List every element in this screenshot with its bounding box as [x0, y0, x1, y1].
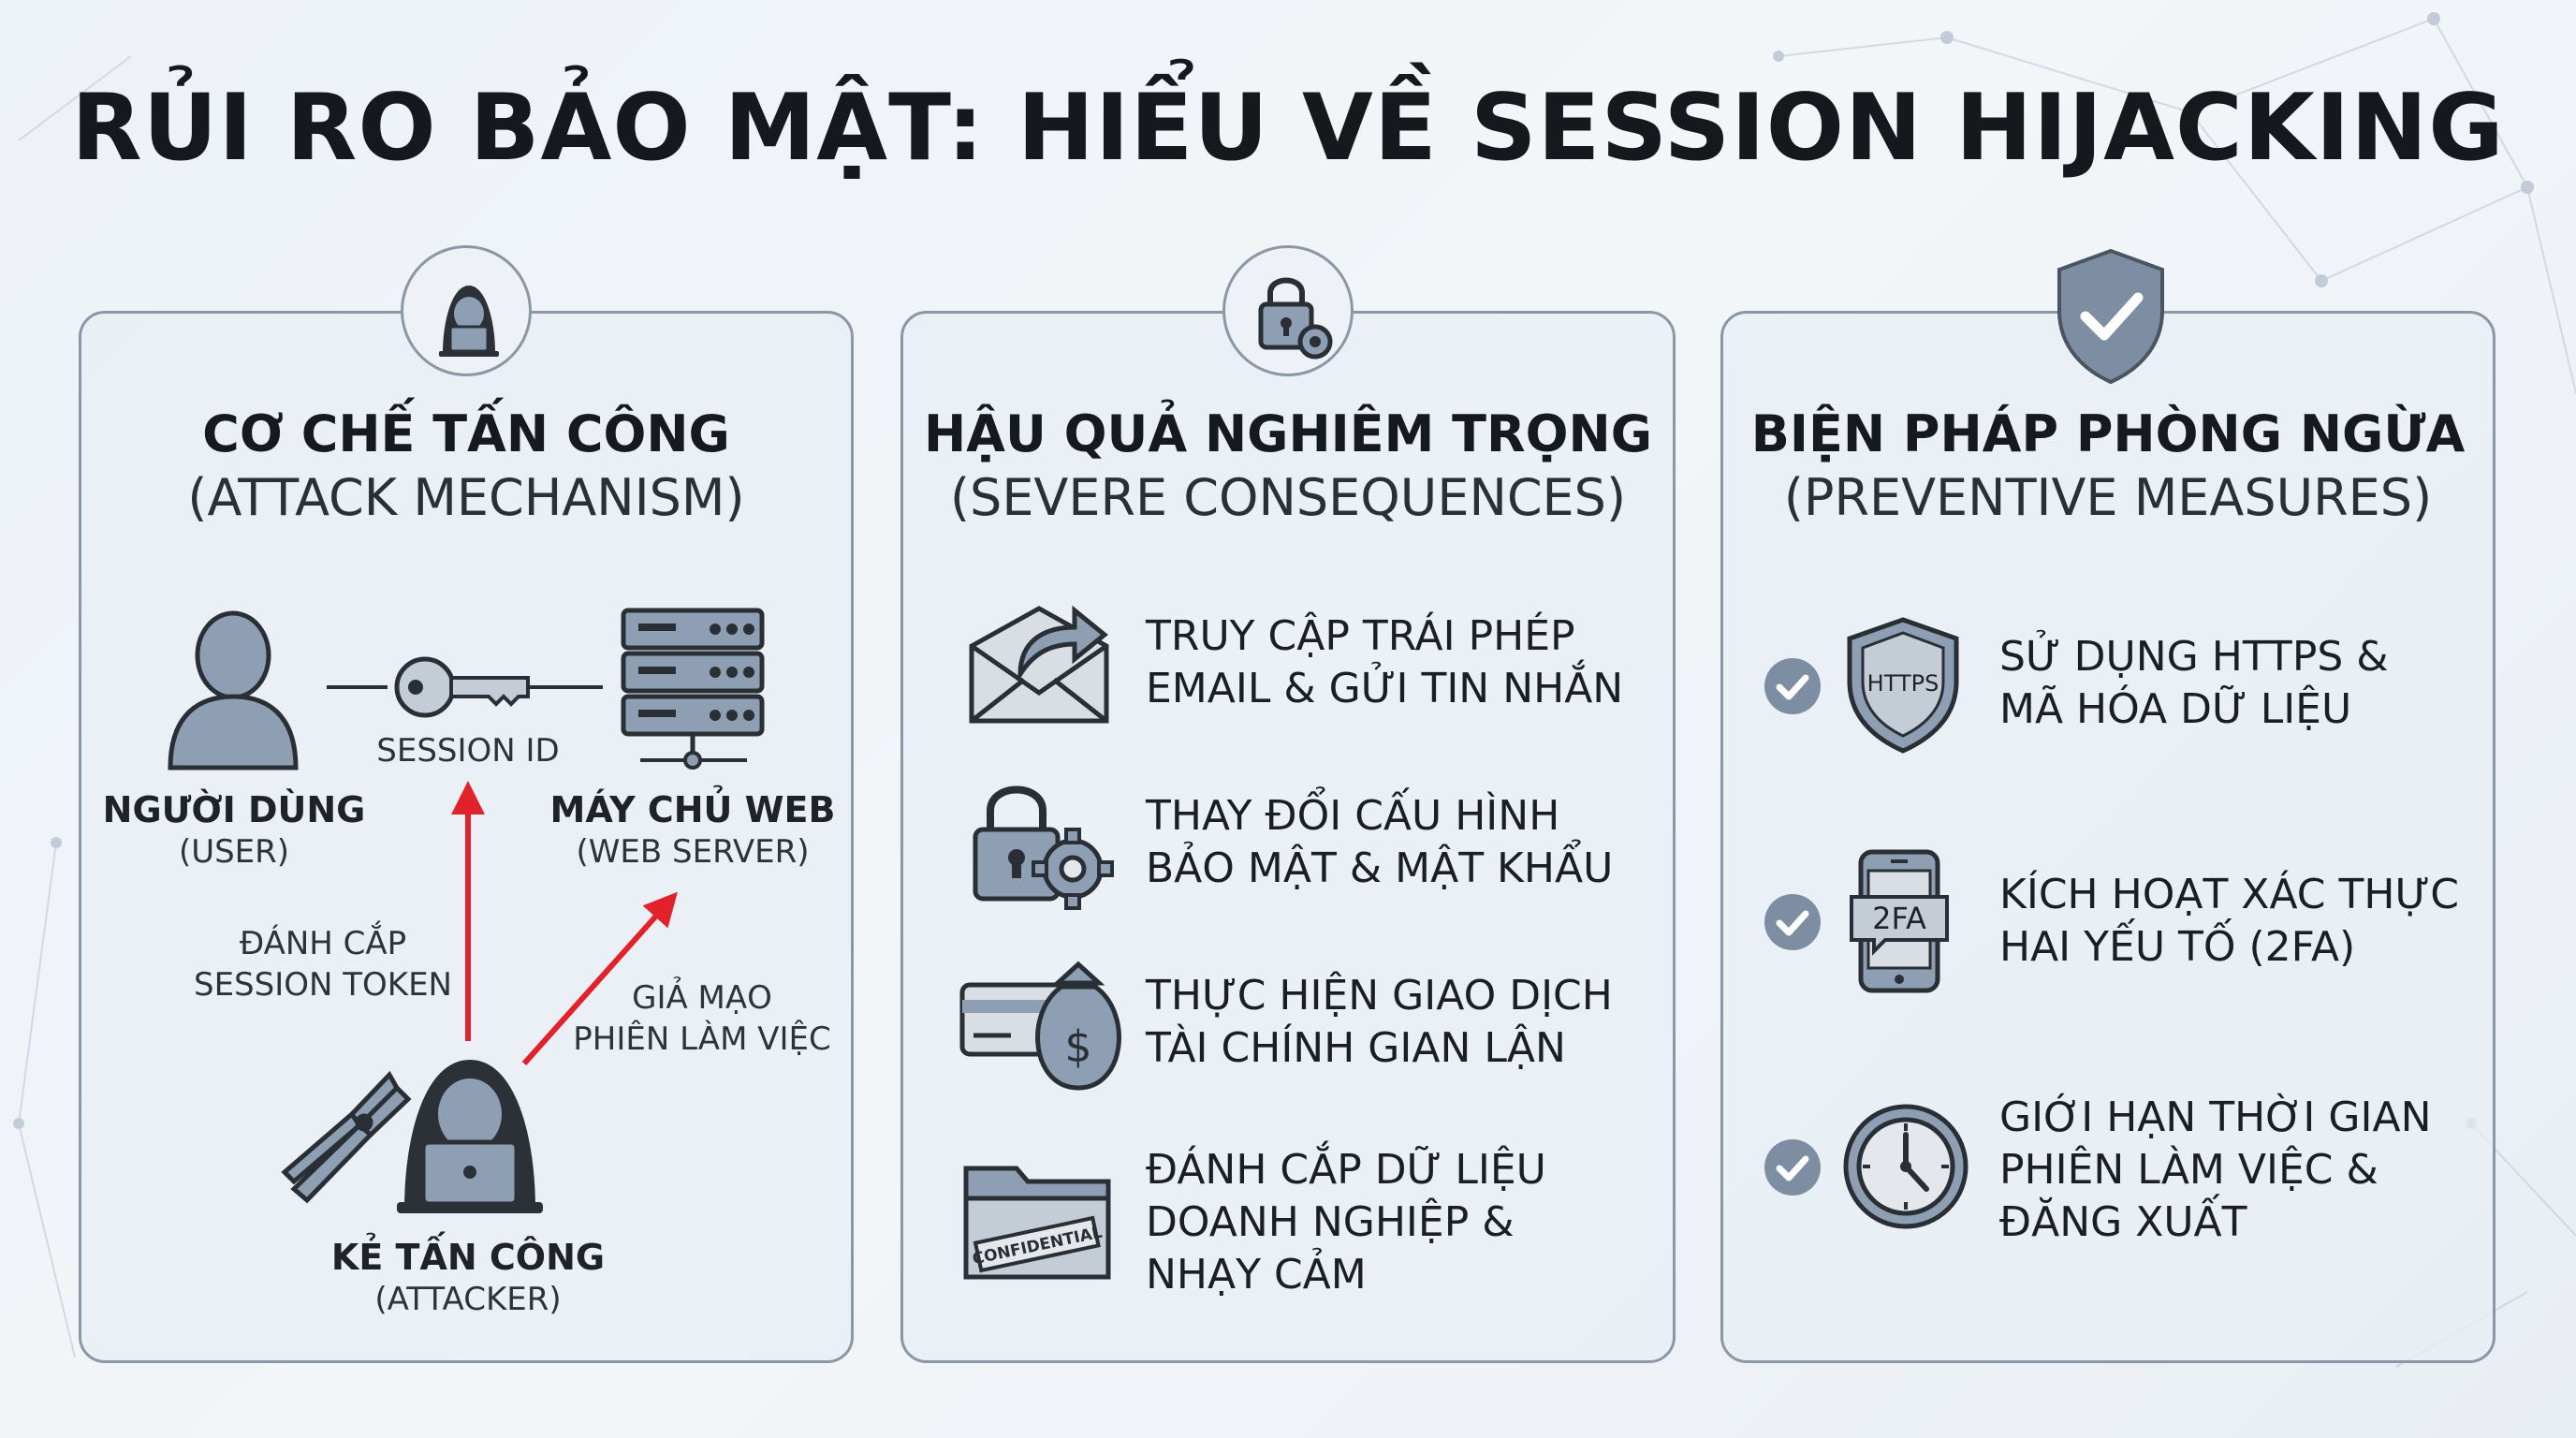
- item-line: ĐÁNH CẮP DỮ LIỆU: [1146, 1146, 1546, 1194]
- item-line: THAY ĐỔI CẤU HÌNH: [1146, 792, 1560, 840]
- item-line: THỰC HIỆN GIAO DỊCH: [1146, 972, 1613, 1020]
- confidential-stamp: CONFIDENTIAL: [971, 1223, 1105, 1269]
- item-line: HAI YẾU TỐ (2FA): [1999, 923, 2356, 971]
- item-line: ĐĂNG XUẤT: [1999, 1198, 2247, 1246]
- consequence-item-3: [1146, 970, 1613, 1075]
- lock-gear-icon: [959, 773, 1118, 914]
- https-shield-icon: [1842, 614, 1964, 755]
- panel-title-vn: BIỆN PHÁP PHÒNG NGỪA: [1750, 404, 2466, 463]
- consequence-item-1: [1146, 610, 1623, 715]
- consequence-item-4: [1146, 1144, 1546, 1301]
- panel-title-en: (SEVERE CONSEQUENCES): [949, 468, 1627, 527]
- lock-badge: [1222, 245, 1354, 376]
- svg-text:$: $: [1064, 1021, 1092, 1072]
- panel-title-vn: CƠ CHẾ TẤN CÔNG: [202, 404, 730, 463]
- 2fa-badge-text: 2FA: [1872, 901, 1926, 936]
- check-circle-icon: [1764, 893, 1822, 951]
- item-line: TÀI CHÍNH GIAN LẬN: [1146, 1024, 1566, 1072]
- https-badge-text: HTTPS: [1866, 670, 1939, 697]
- item-line: DOANH NGHIỆP &: [1146, 1198, 1515, 1246]
- server-label-en: (WEB SERVER): [576, 833, 810, 871]
- panel-title-vn: HẬU QUẢ NGHIÊM TRỌNG: [923, 404, 1653, 463]
- user-label-en: (USER): [178, 833, 290, 871]
- item-line: TRUY CẬP TRÁI PHÉP: [1146, 612, 1575, 660]
- severe-consequences-title: [900, 403, 1676, 530]
- panel-title-en: (ATTACK MECHANISM): [187, 468, 745, 527]
- check-circle-icon: [1764, 1138, 1822, 1196]
- clock-icon: [1840, 1101, 1971, 1232]
- attacker-icon: [397, 1060, 543, 1213]
- item-line: GIỚI HẠN THỜI GIAN: [1999, 1093, 2432, 1141]
- server-icon: [623, 610, 762, 768]
- confidential-folder-icon: [959, 1155, 1118, 1286]
- measure-item-3: [1999, 1092, 2431, 1249]
- preventive-measures-title: [1720, 403, 2496, 530]
- item-line: BẢO MẬT & MẬT KHẨU: [1146, 844, 1614, 892]
- check-circle-icon: [1764, 657, 1822, 715]
- shield-check-icon: [2050, 245, 2172, 386]
- steal-token-label-1: ĐÁNH CẮP: [239, 925, 407, 962]
- session-id-label: SESSION ID: [376, 732, 560, 770]
- item-line: NHẠY CẢM: [1146, 1251, 1367, 1299]
- phone-2fa-icon: [1848, 848, 1951, 994]
- server-label: MÁY CHỦ WEB: [549, 789, 836, 830]
- pliers-icon: [285, 1075, 408, 1200]
- item-line: KÍCH HOẠT XÁC THỰC: [1999, 871, 2459, 918]
- panel-title-en: (PREVENTIVE MEASURES): [1783, 468, 2433, 527]
- money-card-icon: [959, 957, 1127, 1097]
- key-icon: [397, 659, 528, 715]
- page-title: RỦI RO BẢO MẬT: HIỂU VỀ SESSION HIJACKING: [71, 75, 2505, 182]
- spoof-session-label-2: PHIÊN LÀM VIỆC: [573, 1020, 831, 1058]
- measure-item-1: [1999, 631, 2389, 736]
- item-line: MÃ HÓA DỮ LIỆU: [1999, 685, 2352, 733]
- email-forward-icon: [964, 590, 1114, 730]
- user-icon: [170, 613, 296, 768]
- attacker-label-en: (ATTACKER): [374, 1281, 562, 1318]
- spoof-session-label-1: GIẢ MẠO: [632, 979, 772, 1017]
- item-line: EMAIL & GỬI TIN NHẮN: [1146, 665, 1624, 712]
- attacker-label: KẺ TẤN CÔNG: [330, 1237, 606, 1278]
- consequence-item-2: [1146, 790, 1613, 895]
- measure-item-2: [1999, 869, 2459, 974]
- item-line: SỬ DỤNG HTTPS &: [1999, 633, 2389, 681]
- item-line: PHIÊN LÀM VIỆC &: [1999, 1146, 2378, 1194]
- lock-gear-badge-icon: [1225, 248, 1356, 379]
- user-label: NGƯỜI DÙNG: [102, 789, 366, 830]
- steal-token-label-2: SESSION TOKEN: [193, 966, 452, 1004]
